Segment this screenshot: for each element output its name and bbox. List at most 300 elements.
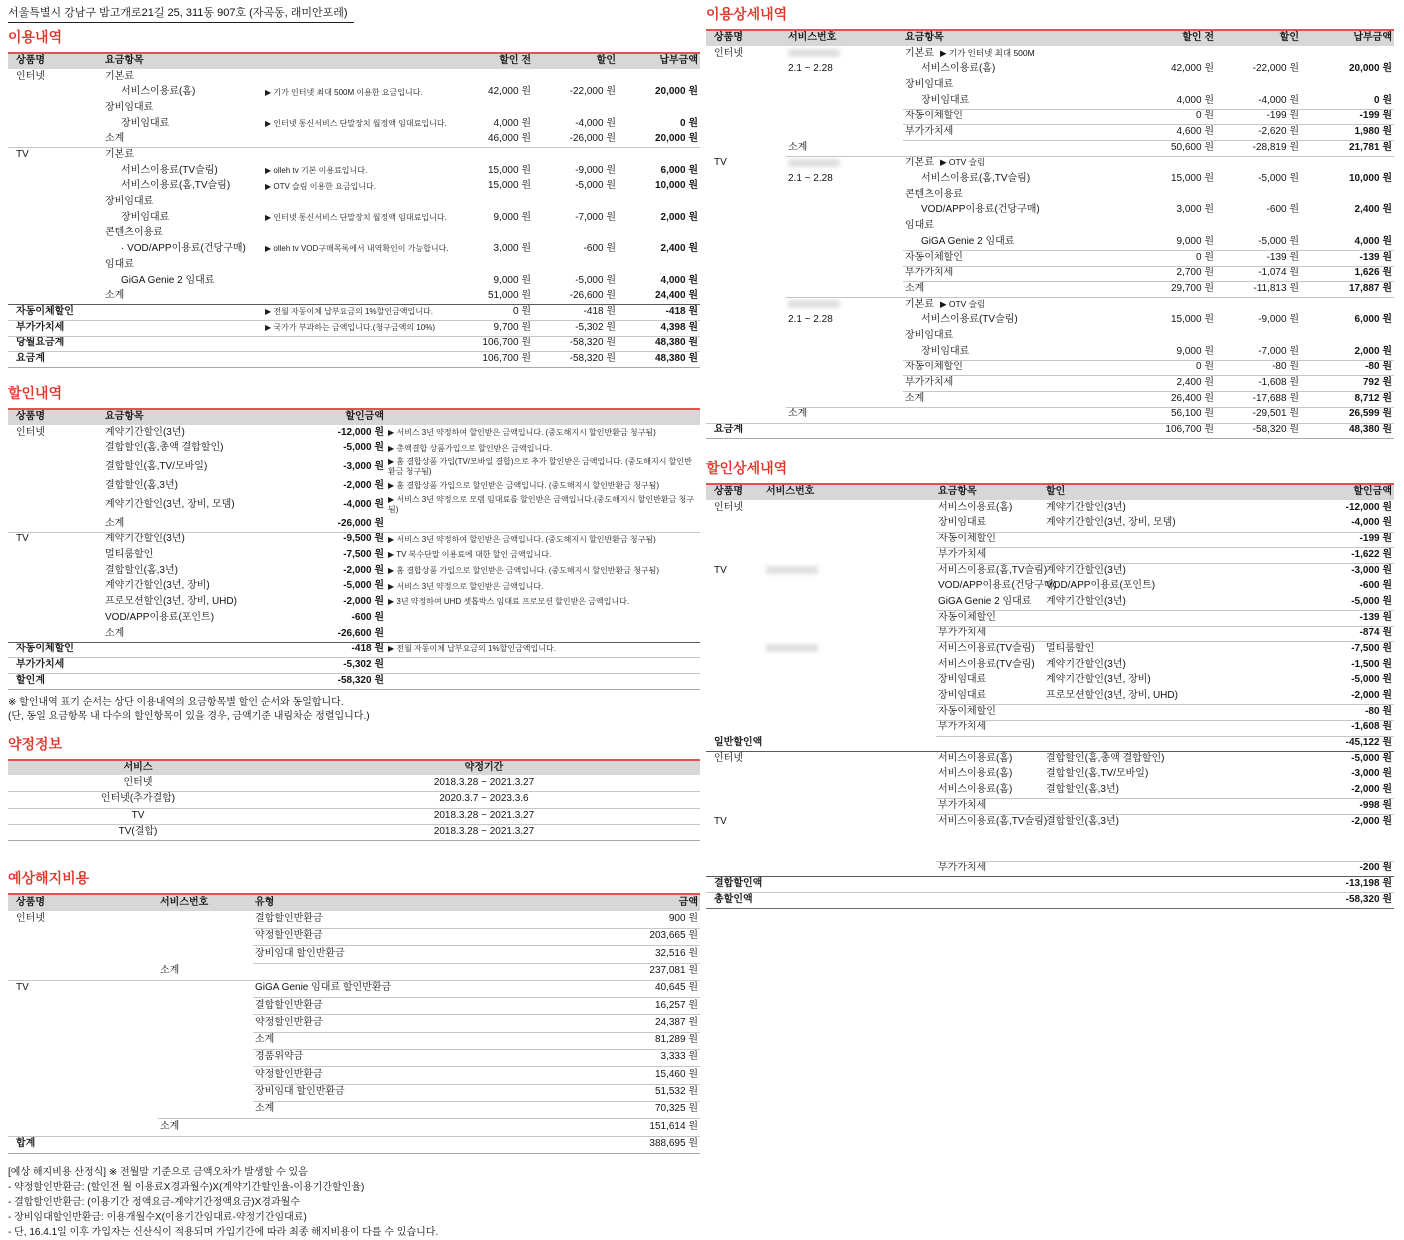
cell-v2: -26,000 원 — [569, 133, 616, 145]
cell-i: 기본료 — [105, 70, 134, 82]
cell-svc: 인터넷 — [123, 777, 153, 789]
cell-d: ▶ OTV 슬림 이용한 요금입니다. — [265, 181, 376, 191]
redacted-service-number — [788, 159, 840, 167]
cell-v1: 9,000 원 — [493, 211, 531, 223]
cell-v1: 42,000 원 — [487, 86, 531, 98]
cell-v1: 할인 전 — [499, 55, 531, 67]
cell-p — [706, 178, 786, 180]
table-row — [706, 547, 1394, 563]
cell-amt: -5,000 원 — [1351, 752, 1392, 764]
cell-i: 기본료 ▶ OTV 슬림 — [905, 298, 986, 310]
cell-p — [8, 586, 103, 588]
cell-i: 요금항목 — [905, 32, 944, 44]
cell-i: 기본료 ▶ OTV 슬림 — [905, 157, 986, 169]
cell-v3 — [618, 107, 700, 109]
cell-d — [263, 107, 453, 109]
cell-d: ▶ 인터넷 통신서비스 단말장치 월정액 임대료입니다. — [265, 118, 447, 128]
cell-amt: -2,000 원 — [343, 564, 384, 576]
cell-s — [786, 382, 903, 384]
cell-v3: 48,380 원 — [654, 337, 698, 349]
cell-i: 서비스이용료(홈,TV슬림) — [938, 815, 1048, 827]
cell-i — [936, 899, 1044, 901]
cell-v1 — [1146, 335, 1216, 337]
cell-v3 — [618, 154, 700, 156]
customer-address: 서울특별시 강남구 밤고개로21길 25, 311동 907호 (자곡동, 래미안포레) — [8, 4, 354, 23]
cell-v1 — [453, 264, 533, 266]
cell-i: 장비임대료 — [938, 517, 987, 529]
table-header-row — [8, 759, 700, 776]
cell-amt: -45,122 원 — [1345, 737, 1392, 749]
cell-v3: -418 원 — [665, 305, 698, 317]
cell-p: 상품명 — [714, 486, 743, 498]
cell-d — [263, 343, 453, 345]
cell-d: ▶ 서비스 3년 약정으로 모뎀 임대료를 할인받은 금액입니다.(중도해지시 할인반환금 청구됨) — [388, 495, 694, 515]
cell-v1: 106,700 원 — [1165, 424, 1214, 436]
cell-p — [706, 194, 786, 196]
table-row — [8, 273, 700, 289]
item-inline-desc: ▶ OTV 슬림 — [939, 298, 986, 309]
cell-amt: 900 원 — [668, 913, 698, 925]
cell-p — [706, 414, 786, 416]
cell-v2: -5,000 원 — [575, 274, 616, 286]
note-line: - 장비임대할인반환금: 이용개월수X(이용기간임대료-약정기간임대료) — [8, 1211, 307, 1223]
cell-i: 부가가치세 — [905, 267, 954, 279]
cell-s — [764, 742, 936, 744]
cell-p — [706, 633, 764, 635]
cell-svc: 서비스 — [123, 761, 153, 773]
section-termination — [8, 868, 700, 1239]
cell-v2: -9,000 원 — [1258, 314, 1299, 326]
cell-i: 자동이체할인 — [938, 611, 996, 623]
cell-period: 2020.3.7 ~ 2023.3.6 — [439, 793, 529, 805]
cell-v3: 2,000 원 — [660, 211, 698, 223]
cell-p — [8, 123, 103, 125]
cell-s — [158, 1005, 253, 1007]
cell-s — [158, 1143, 253, 1145]
cell-s — [786, 156, 903, 171]
cell-p — [706, 320, 786, 322]
cell-type — [253, 970, 570, 972]
cell-p — [8, 295, 103, 297]
cell-p — [706, 272, 786, 274]
cell-type: 소계 — [255, 1034, 275, 1046]
cell-p: 자동이체할인 — [16, 305, 74, 317]
cell-p — [8, 1109, 158, 1111]
cell-dn: 프로모션할인(3년, 장비, UHD) — [1046, 690, 1178, 702]
table-row — [706, 375, 1394, 391]
cell-p — [8, 504, 103, 506]
cell-amt: -13,198 원 — [1345, 877, 1392, 889]
cell-v1: 42,000 원 — [1170, 63, 1214, 75]
cell-amt: -5,302 원 — [343, 658, 384, 670]
table-row — [8, 1014, 700, 1031]
table-row — [8, 336, 700, 352]
table-row — [8, 997, 700, 1014]
cell-d — [263, 280, 453, 282]
cell-v1 — [453, 107, 533, 109]
table-row — [8, 425, 700, 441]
cell-type: 약정할인반환금 — [255, 930, 323, 942]
cell-v2: -7,000 원 — [575, 211, 616, 223]
cell-v3 — [1301, 225, 1394, 227]
cell-amt: -874 원 — [1359, 627, 1392, 639]
cell-p — [8, 139, 103, 141]
table-row — [8, 179, 700, 195]
cell-v2: -58,320 원 — [569, 352, 616, 364]
cell-v2: -22,000 원 — [1252, 63, 1299, 75]
cell-i: 결합할인(홈,3년) — [105, 480, 178, 492]
cell-s — [764, 554, 936, 556]
cell-i: 자동이체할인 — [905, 361, 963, 373]
cell-i: 요금항목 — [938, 486, 977, 498]
cell-amt: 51,532 원 — [654, 1086, 698, 1098]
table-row — [8, 478, 700, 494]
note-line: ※ 할인내역 표기 순서는 상단 이용내역의 요금항목별 할인 순서와 동일합니다. — [8, 696, 344, 708]
table-row — [706, 720, 1394, 736]
table-row — [706, 266, 1394, 282]
cell-p — [706, 727, 764, 729]
cell-v3: -199 원 — [1359, 110, 1392, 122]
cell-v3 — [618, 233, 700, 235]
table-row — [706, 704, 1394, 720]
cell-i: VOD/APP이용료(건당구매) — [921, 204, 1040, 216]
cell-amt: 16,257 원 — [654, 999, 698, 1011]
cell-amt: -139 원 — [1359, 611, 1392, 623]
table-row — [8, 195, 700, 211]
cell-type: 소계 — [255, 1103, 275, 1115]
discount-detail-table — [706, 483, 1394, 909]
cell-v2: -5,000 원 — [1258, 173, 1299, 185]
cell-v1: 106,700 원 — [482, 352, 531, 364]
cell-i: 기본료 — [105, 149, 134, 161]
cell-s: 2.1 ~ 2.28 — [788, 63, 833, 75]
cell-dn: 결합할인(홈,3년) — [1046, 815, 1119, 827]
cell-i: 결합할인(홈,3년) — [105, 564, 178, 576]
cell-d — [263, 61, 453, 63]
cell-i — [103, 327, 263, 329]
cell-amt: -5,000 원 — [1351, 674, 1392, 686]
cell-d: ▶ olleh tv VOD구매목록에서 내역확인이 가능합니다. — [265, 244, 449, 254]
cell-i: 자동이체할인 — [905, 110, 963, 122]
cell-dn: 계약기간할인(3년, 장비, 모뎀) — [1046, 517, 1176, 529]
cell-v3: 21,781 원 — [1348, 141, 1392, 153]
cell-period: 2018.3.28 ~ 2021.3.27 — [433, 777, 535, 789]
cell-d — [263, 139, 453, 141]
cell-i — [103, 311, 263, 313]
cell-i: 계약기간할인(3년, 장비) — [105, 580, 210, 592]
cell-s — [786, 116, 903, 118]
cell-i: 부가가치세 — [938, 627, 987, 639]
cell-p: 상품명 — [16, 896, 45, 908]
cell-v2 — [533, 154, 618, 156]
cell-v2: -17,688 원 — [1252, 392, 1299, 404]
cell-p — [8, 248, 103, 250]
cell-s — [764, 711, 936, 713]
cell-d — [263, 295, 453, 297]
cell-i: 서비스이용료(홈) — [938, 501, 1013, 513]
table-row — [706, 219, 1394, 235]
cell-dn: 멀티룸할인 — [1046, 642, 1095, 654]
cell-v1 — [453, 233, 533, 235]
cell-i: 자동이체할인 — [905, 251, 963, 263]
cell-i: VOD/APP이용료(포인트) — [105, 611, 215, 623]
cell-i: 장비임대료 — [921, 94, 970, 106]
table-row — [8, 610, 700, 626]
cell-s — [764, 805, 936, 807]
cell-s: 2.1 ~ 2.28 — [788, 173, 833, 185]
cell-i: VOD/APP이용료(건당구매) — [938, 580, 1057, 592]
cell-period: 2018.3.28 ~ 2021.3.27 — [433, 825, 535, 837]
table-row — [706, 751, 1394, 767]
cell-p: 인터넷 — [16, 913, 45, 925]
table-row — [8, 494, 700, 516]
cell-amt: -1,500 원 — [1351, 658, 1392, 670]
cell-s — [786, 225, 903, 227]
cell-type: 약정할인반환금 — [255, 1016, 323, 1028]
cell-v2: -4,000 원 — [1258, 94, 1299, 106]
cell-d: ▶ 3년 약정하여 UHD 셋톱박스 임대료 프로모션 할인받은 금액입니다. — [388, 597, 630, 607]
cell-v2: -5,000 원 — [575, 180, 616, 192]
cell-p: 부가가치세 — [16, 321, 65, 333]
cell-i — [103, 680, 328, 682]
table-row — [8, 945, 700, 962]
cell-dn — [1044, 538, 1266, 540]
cell-v1: 4,000 원 — [493, 117, 531, 129]
table-row — [706, 156, 1394, 172]
cell-v1 — [1146, 194, 1216, 196]
cell-p: 요금계 — [16, 352, 45, 364]
table-row — [706, 109, 1394, 125]
cell-dn: 계약기간할인(3년) — [1046, 564, 1126, 576]
table-row — [8, 1118, 700, 1135]
cell-v3: 10,000 원 — [654, 180, 698, 192]
cell-v1: 4,600 원 — [1176, 126, 1214, 138]
cell-i: GiGA Genie 2 임대료 — [921, 235, 1015, 247]
redacted-service-number — [766, 644, 818, 652]
cell-p — [8, 1005, 158, 1007]
table-row — [8, 963, 700, 980]
cell-s: 서비스번호 — [788, 32, 837, 44]
cell-v2: -1,074 원 — [1258, 267, 1299, 279]
cell-v3: 48,380 원 — [1348, 424, 1392, 436]
cell-s — [786, 84, 903, 86]
cell-s — [764, 538, 936, 540]
cell-p — [706, 116, 786, 118]
cell-d — [386, 523, 700, 525]
cell-p — [8, 1039, 158, 1041]
table-row — [8, 456, 700, 478]
cell-v2: 할인 — [1279, 32, 1299, 44]
cell-d — [386, 617, 700, 619]
table-row — [8, 642, 700, 658]
cell-dn: VOD/APP이용료(포인트) — [1046, 580, 1156, 592]
table-row — [706, 313, 1394, 329]
table-row — [8, 289, 700, 305]
left-column — [8, 4, 700, 1240]
table-row — [706, 140, 1394, 156]
section-discount — [8, 383, 700, 725]
cell-amt: -418 원 — [351, 643, 384, 655]
cell-i: 부가가치세 — [905, 377, 954, 389]
cell-d — [386, 633, 700, 635]
table-row — [8, 579, 700, 595]
section-usage-detail — [706, 4, 1394, 439]
cell-i — [936, 742, 1044, 744]
cell-amt: -1,622 원 — [1351, 548, 1392, 560]
cell-v1: 9,000 원 — [1176, 345, 1214, 357]
cell-s: 소계 — [160, 1120, 180, 1132]
table-row — [706, 861, 1394, 877]
cell-i: 부가가치세 — [938, 548, 987, 560]
cell-s — [158, 1074, 253, 1076]
table-row — [706, 876, 1394, 892]
cell-d — [263, 154, 453, 156]
cell-v3: 20,000 원 — [654, 86, 698, 98]
cell-i: · VOD/APP이용료(건당구매) — [121, 243, 246, 255]
cell-s: 소계 — [788, 141, 808, 153]
cell-v3: 2,000 원 — [1354, 345, 1392, 357]
cell-p — [706, 257, 786, 259]
cell-d: ▶ 서비스 3년 약정하여 할인받은 금액입니다. (중도해지시 할인반환금 청구됨) — [388, 427, 656, 437]
cell-i: 장비임대료 — [938, 690, 987, 702]
cell-amt: -5,000 원 — [343, 442, 384, 454]
cell-amt: -26,600 원 — [337, 627, 384, 639]
cell-p: TV — [16, 533, 29, 545]
cell-v1: 할인 전 — [1182, 32, 1214, 44]
table-row — [706, 736, 1394, 752]
cell-v3: 20,000 원 — [1348, 63, 1392, 75]
cell-s — [158, 1109, 253, 1111]
cell-i: 콘텐츠이용료 — [105, 227, 163, 239]
cell-v2: -4,000 원 — [575, 117, 616, 129]
cell-v1: 2,700 원 — [1176, 267, 1214, 279]
table-row — [8, 775, 700, 791]
cell-p — [8, 1057, 158, 1059]
cell-v2 — [533, 76, 618, 78]
cell-i: 소계 — [105, 627, 125, 639]
cell-v2 — [1216, 84, 1301, 86]
cell-i: 소계 — [905, 282, 925, 294]
table-row — [8, 595, 700, 611]
note-line: [예상 해지비용 산정식] ※ 전월말 기준으로 금액오차가 발생할 수 있음 — [8, 1166, 308, 1178]
cell-v3: 10,000 원 — [1348, 173, 1392, 185]
cell-v2 — [533, 107, 618, 109]
cell-amt: -998 원 — [1359, 799, 1392, 811]
cell-p — [8, 201, 103, 203]
cell-p — [706, 147, 786, 149]
cell-s: 서비스번호 — [160, 896, 209, 908]
cell-p — [706, 523, 764, 525]
cell-p: 인터넷 — [16, 70, 45, 82]
cell-p — [8, 186, 103, 188]
cell-dn: 결합할인(홈,총액 결합할인) — [1046, 752, 1165, 764]
cell-s — [764, 633, 936, 635]
table-row — [706, 360, 1394, 376]
cell-p — [706, 288, 786, 290]
table-row — [8, 1101, 700, 1118]
cell-p — [706, 680, 764, 682]
cell-p — [706, 648, 764, 650]
cell-amt: -200 원 — [1359, 862, 1392, 874]
contract-section-title: 약정정보 — [8, 735, 63, 752]
table-row — [706, 344, 1394, 360]
cell-p — [8, 448, 103, 450]
cell-v1: 2,400 원 — [1176, 377, 1214, 389]
cell-i: 소계 — [105, 290, 125, 302]
cell-i: 장비임대료 — [121, 117, 170, 129]
cell-p — [8, 217, 103, 219]
cell-d: ▶ 전월 자동이체 납부요금의 1%할인금액입니다. — [388, 644, 556, 654]
termination-notes — [8, 1165, 700, 1240]
cell-i: 장비임대료 — [105, 101, 154, 113]
cell-s — [764, 507, 936, 509]
cell-v2: -22,000 원 — [569, 86, 616, 98]
cell-v1: 29,700 원 — [1170, 282, 1214, 294]
usage-detail-section-title: 이용상세내역 — [706, 6, 788, 22]
cell-type: 경품위약금 — [255, 1051, 304, 1063]
cell-v1: 9,000 원 — [493, 274, 531, 286]
cell-s — [786, 257, 903, 259]
cell-s — [764, 523, 936, 525]
cell-v1 — [453, 76, 533, 78]
cell-s — [158, 936, 253, 938]
cell-p: 인터넷 — [714, 501, 743, 513]
cell-s — [764, 585, 936, 587]
cell-s — [764, 642, 936, 657]
cell-period: 약정기간 — [464, 761, 504, 773]
cell-v1 — [1146, 225, 1216, 227]
cell-s — [158, 1091, 253, 1093]
cell-v3: 6,000 원 — [1354, 314, 1392, 326]
cell-v1: 0 원 — [513, 305, 531, 317]
cell-dn — [1044, 742, 1266, 744]
table-row — [706, 798, 1394, 814]
cell-p: 할인계 — [16, 674, 45, 686]
cell-dn: 할인 — [1046, 486, 1066, 498]
cell-amt: -2,000 원 — [343, 480, 384, 492]
cell-s — [786, 272, 903, 274]
usage-detail-table — [706, 29, 1394, 439]
table-row — [8, 304, 700, 320]
cell-p — [706, 241, 786, 243]
cell-v3: 4,000 원 — [660, 274, 698, 286]
cell-v2: -600 원 — [1266, 204, 1299, 216]
cell-v2: -418 원 — [583, 305, 616, 317]
cell-s — [764, 695, 936, 697]
item-inline-desc: ▶ 기가 인터넷 최대 500M — [939, 47, 1035, 58]
cell-i: 계약기간할인(3년) — [105, 533, 185, 545]
cell-p — [706, 789, 764, 791]
cell-i: 장비임대료 — [938, 674, 987, 686]
cell-v1: 4,000 원 — [1176, 94, 1214, 106]
cell-p — [8, 466, 103, 468]
cell-p — [706, 367, 786, 369]
cell-v1: 9,700 원 — [493, 321, 531, 333]
cell-i: 서비스이용료(홈) — [938, 752, 1013, 764]
table-row — [8, 911, 700, 928]
cell-p — [706, 601, 764, 603]
cell-p — [8, 233, 103, 235]
cell-p — [8, 107, 103, 109]
cell-dn: 결합할인(홈,TV/모바일) — [1046, 768, 1149, 780]
cell-v3: 4,398 원 — [660, 321, 698, 333]
cell-p — [706, 84, 786, 86]
cell-i: 서비스이용료(홈) — [938, 768, 1013, 780]
table-row — [706, 250, 1394, 266]
redacted-service-number — [788, 49, 840, 57]
cell-amt: 151,614 원 — [649, 1120, 698, 1132]
table-row — [8, 980, 700, 997]
